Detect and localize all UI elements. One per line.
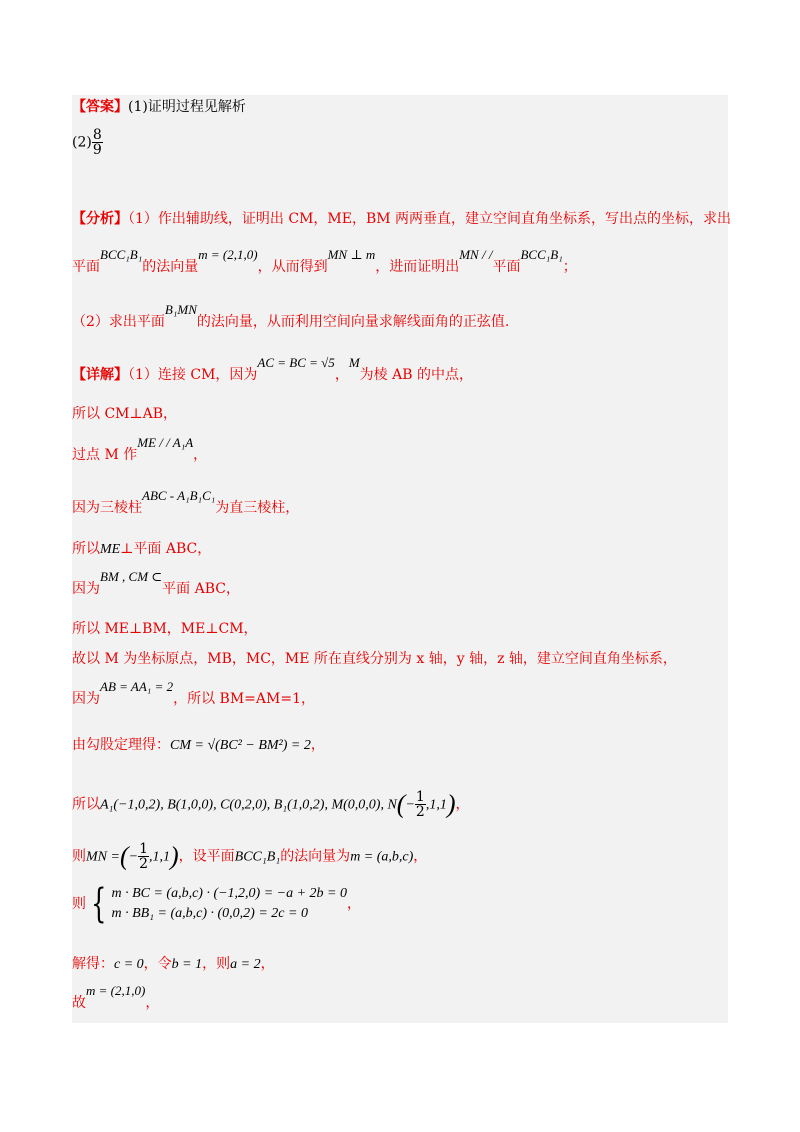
text: 过点 M 作: [72, 447, 138, 463]
detail-line7: [72, 620, 258, 638]
paren-open: (: [396, 789, 406, 819]
text: ，: [455, 796, 470, 813]
text: ，: [145, 995, 160, 1011]
fraction-half: [138, 842, 149, 871]
fraction-numerator: 1: [139, 841, 148, 857]
text: ，: [310, 737, 325, 753]
fraction-numerator: 8: [92, 127, 102, 143]
math-vector: MN =: [86, 849, 120, 865]
text: 平面: [492, 259, 521, 275]
text: ⊥平面 ABC，: [120, 541, 212, 557]
math-equation: ME / / A₁A: [137, 435, 194, 450]
text: 解得：: [72, 956, 114, 972]
detail-line11: 所以A₁(−1,0,2), B(1,0,0), C(0,2,0), B₁(1,0,2), M(0,0,0), N(− $\frac{1}{2}$ ,1,1)，: [72, 789, 470, 820]
text: ，所以 BM=AM=1，: [173, 691, 315, 707]
math-plane: B₁MN: [164, 302, 197, 317]
math-equation: CM = √(BC² − BM²) = 2: [170, 738, 311, 753]
analysis-line2: [72, 247, 577, 276]
math-point: M: [348, 355, 360, 370]
answer-tag: 【答案】: [72, 99, 128, 115]
text: 平面 ABC，: [162, 581, 240, 597]
text: 则: [72, 896, 86, 912]
math-equation: BM , CM ⊂: [100, 569, 163, 584]
answer-line: [72, 98, 246, 116]
text: 为棱 AB 的中点，: [359, 367, 473, 383]
text: 所以 ME⊥BM，ME⊥CM，: [72, 621, 258, 637]
text: ，设平面: [178, 848, 235, 865]
detail-line2: [72, 405, 177, 423]
text: 的法向量: [142, 259, 199, 275]
answer-part2-prefix: (2): [72, 134, 92, 151]
detail-line6: [72, 569, 240, 598]
text: ，: [413, 848, 428, 865]
math-plane: BCC₁B₁: [520, 247, 563, 262]
text: ，则: [202, 956, 231, 972]
detail-line12: 则MN =(− $\frac{1}{2}$ ,1,1)，设平面BCC₁B₁的法向量为m = (a,b,c)，: [72, 841, 428, 872]
answer-fraction: [92, 128, 103, 157]
text: ，进而证明出: [375, 259, 460, 275]
answer-part1: (1)证明过程见解析: [128, 99, 246, 115]
math-normal-vector: m = (2,1,0): [86, 983, 146, 998]
left-brace: {: [91, 881, 107, 927]
math-equation: a = 2: [230, 957, 261, 972]
paren-open: (: [119, 841, 129, 871]
text: 因为: [72, 691, 100, 707]
detail-line13: [72, 881, 361, 927]
detail-line3: [72, 435, 208, 464]
text: 因为: [72, 581, 100, 597]
math-equation: ME: [100, 542, 121, 557]
math-perpendicular: MN ⊥ m: [327, 247, 376, 262]
text: 的法向量为: [280, 848, 351, 865]
text: 所以 CM⊥AB，: [72, 406, 178, 422]
analysis-tag: 【分析】: [72, 211, 128, 227]
equation-system: [111, 884, 347, 924]
analysis-line1: [72, 210, 731, 228]
math-equation: AC = BC = √5: [257, 355, 335, 370]
text: 则: [72, 848, 86, 865]
text: 所以: [72, 796, 100, 813]
fraction-numerator: 1: [415, 789, 425, 805]
text: 所以: [72, 541, 100, 557]
text: ；: [562, 259, 577, 275]
detail-line4: [72, 488, 300, 517]
text: 故: [72, 995, 86, 1011]
paren-close: ): [170, 841, 179, 871]
text: 的法向量，从而利用空间向量求解线面角的正弦值.: [196, 314, 510, 330]
detail-line14: [72, 955, 275, 974]
math-plane: BCC₁B₁: [234, 849, 281, 865]
answer-part2: [72, 128, 103, 157]
text: 因为三棱柱: [72, 500, 142, 516]
fraction-denominator: 9: [92, 142, 102, 158]
math-plane: BCC₁B₁: [100, 247, 143, 262]
analysis-line3: [72, 302, 510, 331]
text: ，从而得到: [257, 259, 328, 275]
text: （1）连接 CM，因为: [128, 367, 258, 383]
math-equation: c = 0: [114, 957, 144, 972]
detail-line5: [72, 540, 211, 559]
math-equation: AB = AA₁ = 2: [100, 679, 174, 694]
math-equation: ABC - A₁B₁C₁: [142, 488, 216, 503]
math-parallel: MN / /: [459, 247, 493, 262]
text: ，: [193, 447, 208, 463]
text: ，令: [143, 956, 172, 972]
analysis-text1: （1）作出辅助线，证明出 CM，ME，BM 两两垂直，建立空间直角坐标系，写出点的坐标，求出: [128, 211, 732, 227]
fraction-denominator: 2: [139, 856, 148, 872]
math-equation: b = 1: [171, 957, 203, 972]
text: 由勾股定理得：: [72, 737, 170, 753]
text: ，: [334, 367, 349, 383]
detail-line9: [72, 679, 315, 708]
text: （2）求出平面: [72, 314, 165, 330]
text: 为直三棱柱，: [215, 500, 300, 516]
system-row-2: m · BB₁ = (a,b,c) · (0,0,2) = 2c = 0: [111, 906, 308, 921]
math-coordinates: A₁(−1,0,2), B(1,0,0), C(0,2,0), B₁(1,0,2), M(0,0,0), N: [100, 797, 397, 813]
text: ，: [260, 956, 275, 972]
system-row-1: m · BC = (a,b,c) · (−1,2,0) = −a + 2b = 0: [111, 886, 347, 901]
detail-line10: [72, 736, 325, 755]
text: 故以 M 为坐标原点，MB，MC，ME 所在直线分别为 x 轴，y 轴，z 轴，建立空间直角坐标系，: [72, 651, 677, 667]
detail-line1: [72, 355, 473, 384]
paren-close: ): [446, 789, 456, 819]
fraction-half: [415, 790, 426, 819]
detail-line15: [72, 983, 160, 1012]
detail-line8: [72, 650, 677, 668]
fraction-denominator: 2: [415, 804, 425, 820]
detail-tag: 【详解】: [72, 367, 128, 383]
math-normal-vector: m = (a,b,c): [350, 849, 414, 865]
text: 平面: [72, 259, 100, 275]
text: ，: [347, 896, 361, 912]
math-normal-vector: m = (2,1,0): [198, 247, 258, 262]
